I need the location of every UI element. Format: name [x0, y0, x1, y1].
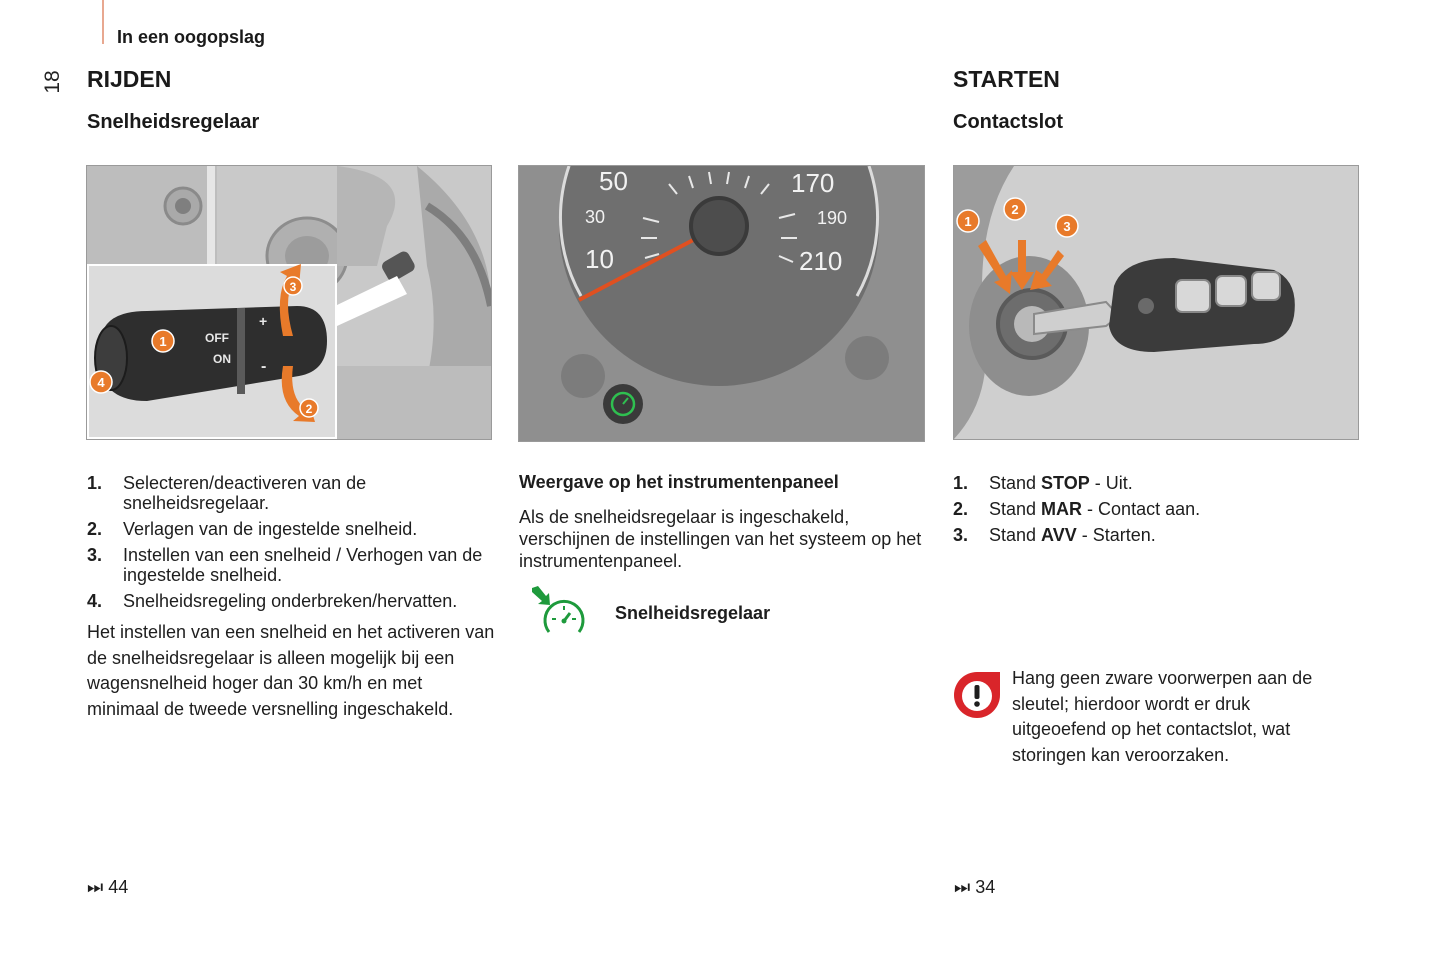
svg-text:-: - [261, 358, 267, 375]
left-paragraph: Het instellen van een snelheid en het activeren van de snelheidsregelaar is alleen mogelijk bij een wagensnelheid hoger dan 30 km/h en met minimaal de tweede versnelling ingeschakeld. [87, 622, 495, 719]
instrument-panel-heading: Weergave op het instrumentenpaneel [519, 472, 839, 492]
callout-1 [957, 210, 979, 232]
list-item: 2. Verlagen van de ingestelde snelheid. [87, 519, 418, 539]
list-item: 3. Instellen van een snelheid / Verhogen van de ingestelde snelheid. [87, 545, 483, 585]
list-item: 1. Selecteren/deactiveren van de snelheidsregelaar. [87, 473, 367, 513]
header-title: In een oogopslag [117, 27, 266, 47]
svg-text:3: 3 [1063, 219, 1071, 234]
dial-label-50: 50 [599, 166, 628, 196]
dial-label-210: 210 [799, 246, 843, 276]
callout-4 [90, 371, 112, 393]
list-item: 4. Snelheidsregeling onderbreken/hervatten. [87, 591, 458, 611]
cruise-control-indicator-icon [530, 586, 590, 638]
svg-text:1: 1 [159, 334, 167, 349]
callout-1 [152, 330, 174, 352]
subtitle-contactslot: Contactslot [953, 111, 1063, 133]
callout-2 [300, 399, 318, 417]
instrument-panel-image [518, 165, 925, 442]
right-steps-list [953, 473, 1358, 551]
list-item: 3. Stand AVV - Starten. [953, 525, 1156, 545]
list-item: 2. Stand MAR - Contact aan. [953, 499, 1201, 519]
section-title-rijden: RIJDEN [87, 66, 172, 92]
page-reference-link-44[interactable]: ⏭ 44 [87, 877, 129, 897]
warning-text: Hang geen zware voorwerpen aan de sleutel; hierdoor wordt er druk uitgeoefend op het contactslot, wat storingen kan veroorzaken. [1012, 668, 1313, 765]
cruise-control-lever-image [86, 165, 492, 440]
subtitle-snelheidsregelaar: Snelheidsregelaar [87, 111, 260, 133]
svg-text:3: 3 [289, 280, 297, 294]
header-accent-line [102, 0, 104, 44]
svg-text:2: 2 [305, 402, 313, 416]
dial-label-190: 190 [817, 208, 848, 228]
svg-text:2: 2 [1011, 202, 1019, 217]
ignition-key-image [953, 165, 1359, 440]
svg-text:4: 4 [97, 375, 105, 390]
dial-label-10: 10 [585, 244, 614, 274]
page-number: 18 [41, 70, 64, 94]
dial-label-170: 170 [791, 168, 835, 198]
left-steps-list [87, 473, 492, 617]
callout-3 [284, 277, 302, 295]
lever-label-on: ON [213, 352, 231, 366]
middle-paragraph: Als de snelheidsregelaar is ingeschakeld, verschijnen de instellingen van het systeem op het instrumentenpaneel. [519, 507, 922, 571]
page-reference-link-34[interactable]: ⏭ 34 [954, 877, 996, 897]
cruise-indicator-label: Snelheidsregelaar [615, 603, 771, 623]
callout-2 [1004, 198, 1026, 220]
lever-label-off: OFF [205, 331, 229, 345]
svg-text:+: + [259, 313, 268, 329]
callout-3 [1056, 215, 1078, 237]
list-item: 1. Stand STOP - Uit. [953, 473, 1133, 493]
svg-text:1: 1 [964, 214, 972, 229]
dial-label-30: 30 [585, 207, 606, 227]
section-title-starten: STARTEN [953, 66, 1060, 92]
warning-icon [952, 670, 1002, 720]
